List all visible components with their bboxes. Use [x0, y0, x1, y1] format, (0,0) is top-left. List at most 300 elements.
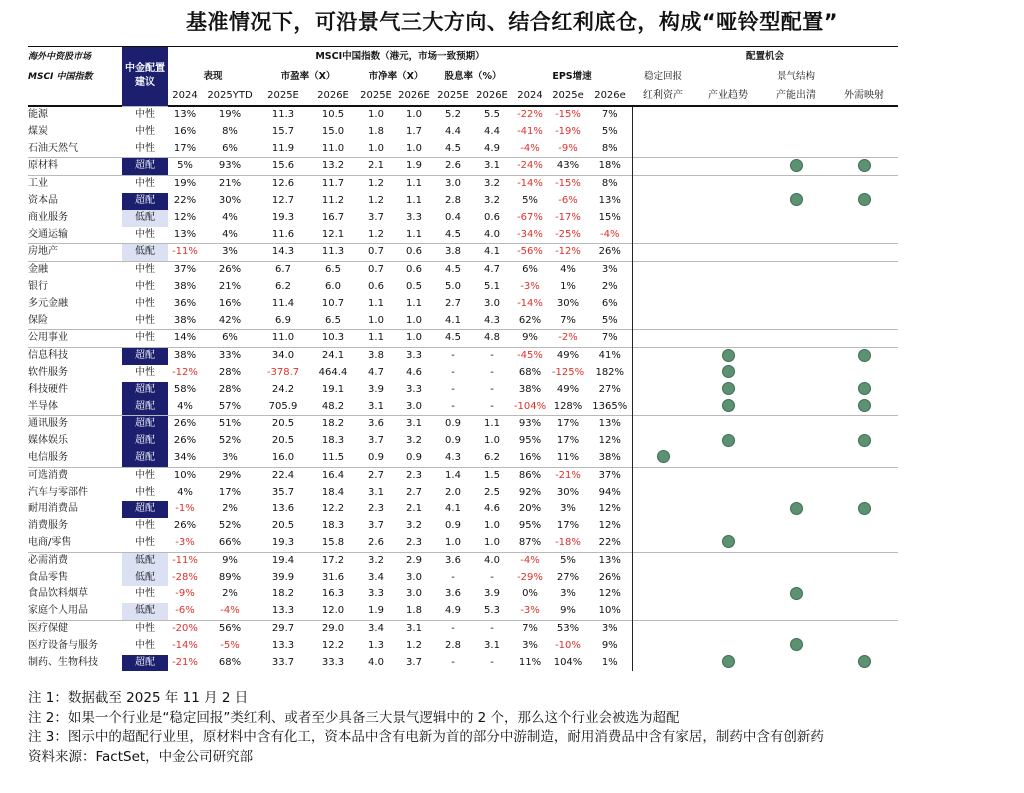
cell-pe26: 10.3 [308, 330, 358, 348]
cell-dy25: 4.5 [445, 142, 461, 154]
cell-eps26: 41% [588, 348, 632, 365]
alloc-cell [694, 210, 762, 227]
allocation-table [28, 46, 898, 671]
cell-dy26: 0.6 [484, 211, 500, 223]
cell-perfytd: 16% [218, 297, 242, 309]
opportunity-dot [722, 434, 735, 447]
cell-eps26: 18% [588, 158, 632, 176]
cell-dy25: 1.0 [445, 536, 461, 548]
alloc-cell [632, 210, 694, 227]
alloc-cell [694, 313, 762, 330]
cell-eps24: -34% [517, 228, 543, 240]
table-row [28, 176, 898, 193]
alloc-cell [762, 106, 830, 124]
cell-dy26: - [472, 348, 512, 365]
cell-eps24: -24% [512, 158, 548, 176]
alloc-cell [694, 382, 762, 399]
alloc-cell [830, 501, 898, 518]
cell-dy25: 3.0 [434, 176, 472, 193]
cell-dy26: 1.1 [472, 416, 512, 433]
cell-pb26: 2.1 [406, 503, 422, 515]
alloc-cell [830, 330, 898, 348]
sector-name: 食品零售 [28, 571, 68, 583]
alloc-cell [762, 330, 830, 348]
alloc-cell [830, 485, 898, 502]
cell-eps25: -15% [548, 106, 588, 124]
alloc-cell [694, 552, 762, 569]
alloc-cell [694, 296, 762, 313]
allocation-view: 中性 [122, 638, 168, 655]
table-row [28, 518, 898, 535]
sector-name: 医疗设备与服务 [28, 639, 98, 651]
table-row [28, 330, 898, 348]
opportunity-dot [722, 349, 735, 362]
cell-dy25: 3.6 [445, 588, 461, 600]
cell-perfytd: 52% [218, 435, 242, 447]
alloc-cell [694, 416, 762, 433]
page-title: 基准情况下，可沿景气三大方向、结合红利底仓，构成“哑铃型配置” [185, 10, 839, 34]
cell-perfytd: 28% [218, 383, 242, 395]
cell-eps25: 1% [560, 280, 576, 292]
cell-eps24: -14% [517, 297, 543, 309]
alloc-cell [632, 433, 694, 450]
alloc-cell [830, 382, 898, 399]
sector-name: 信息科技 [28, 348, 122, 365]
allocation-view: 中性 [122, 279, 168, 296]
alloc-cell [632, 262, 694, 279]
allocation-view: 低配 [122, 210, 168, 227]
opportunity-dot [858, 502, 871, 515]
alloc-cell [632, 570, 694, 587]
sector-name: 媒体娱乐 [28, 435, 68, 447]
cell-pb25: 1.2 [368, 228, 384, 240]
cell-perf2024: -28% [172, 571, 198, 583]
alloc-cell [762, 382, 830, 399]
alloc-cell [694, 620, 762, 637]
cell-eps26: 13% [588, 193, 632, 210]
alloc-cell [694, 227, 762, 244]
cell-pb26: 1.2 [406, 639, 422, 651]
cell-eps25: -15% [548, 176, 588, 193]
allocation-view: 中性 [122, 535, 168, 552]
cell-eps26: 13% [588, 552, 632, 569]
cell-pe25: 34.0 [258, 348, 308, 365]
cell-eps26: 1365% [588, 399, 632, 416]
cell-dy26: - [490, 366, 494, 378]
cell-pe26: 15.8 [321, 536, 345, 548]
cell-eps26: 12% [588, 433, 632, 450]
cell-dy26: 4.0 [484, 228, 500, 240]
allocation-view: 超配 [122, 416, 168, 433]
alloc-cell [694, 518, 762, 535]
table-row [28, 570, 898, 587]
cell-perfytd: 19% [202, 106, 258, 124]
cell-pe26: 19.1 [321, 383, 345, 395]
note-2: 注 2：如果一个行业是“稳定回报”类红利、或者至少具备三大景气逻辑中的 2 个，那么这个行业会被选为超配 [28, 709, 680, 726]
cell-pb26: 1.1 [406, 297, 422, 309]
cell-pe26: 10.5 [308, 106, 358, 124]
alloc-cell [830, 586, 898, 603]
cell-perfytd: 33% [202, 348, 258, 365]
cell-eps24: -4% [520, 142, 540, 154]
sector-name: 银行 [28, 280, 48, 292]
alloc-cell [632, 485, 694, 502]
cell-dy25: - [434, 620, 472, 637]
cell-eps25: -12% [548, 244, 588, 262]
allocation-view: 低配 [122, 603, 168, 620]
alloc-cell [830, 348, 898, 365]
cell-dy25: 1.4 [434, 467, 472, 484]
cell-dy25: 4.5 [445, 228, 461, 240]
cell-eps25: 49% [548, 348, 588, 365]
cell-eps25: 3% [560, 588, 576, 600]
cell-pe25: 11.0 [258, 330, 308, 348]
cell-dy26: 4.3 [484, 314, 500, 326]
cell-dy25: - [434, 348, 472, 365]
cell-dy25: 2.7 [445, 297, 461, 309]
alloc-col-header: 红利资产 [632, 87, 694, 106]
alloc-cell [762, 570, 830, 587]
cell-dy25: - [451, 656, 455, 668]
cell-pe26: 6.5 [325, 314, 341, 326]
cell-dy26: 3.1 [484, 639, 500, 651]
cell-eps24: -22% [512, 106, 548, 124]
cell-pe25: 35.7 [271, 486, 295, 498]
cell-dy26: 1.0 [484, 536, 500, 548]
cell-eps25: 17% [556, 435, 580, 447]
cell-pe25: 14.3 [258, 244, 308, 262]
cell-dy26: 4.7 [472, 262, 512, 279]
alloc-cell [632, 382, 694, 399]
cell-eps25: 9% [560, 605, 576, 617]
cell-eps25: -10% [555, 639, 581, 651]
alloc-cell [762, 296, 830, 313]
year-header: 2026e [588, 87, 632, 106]
cell-perf2024: 5% [168, 158, 202, 176]
alloc-cell [632, 158, 694, 176]
allocation-view: 中性 [122, 586, 168, 603]
cell-dy26: - [490, 383, 494, 395]
alloc-cell [632, 552, 694, 569]
alloc-cell [830, 365, 898, 382]
sector-name: 食品饮料烟草 [28, 588, 88, 600]
sector-name: 保险 [28, 314, 48, 326]
sector-name: 电商/零售 [28, 536, 72, 548]
cell-eps25: 3% [560, 503, 576, 515]
cell-eps25: 30% [556, 486, 580, 498]
cell-eps26: 1% [588, 655, 632, 672]
alloc-cell [762, 262, 830, 279]
table-row [28, 210, 898, 227]
cell-dy25: - [451, 366, 455, 378]
table-row [28, 262, 898, 279]
table-row [28, 106, 898, 124]
cell-pb26: 1.0 [406, 142, 422, 154]
table-row [28, 124, 898, 141]
cell-eps26: 5% [588, 313, 632, 330]
alloc-cell [632, 467, 694, 484]
cell-dy26: 5.1 [484, 280, 500, 292]
cell-dy26: 3.1 [472, 158, 512, 176]
cell-eps26: 3% [588, 262, 632, 279]
alloc-cell [830, 467, 898, 484]
cell-perfytd: 4% [222, 211, 238, 223]
cell-pb25: 3.1 [368, 400, 384, 412]
alloc-cell [632, 313, 694, 330]
alloc-cell [830, 176, 898, 193]
cell-eps24: -29% [517, 571, 543, 583]
alloc-cell [632, 193, 694, 210]
opportunity-dot [722, 365, 735, 378]
cell-pb26: 1.8 [406, 605, 422, 617]
cell-pe26: 11.0 [321, 142, 345, 154]
sector-name: 制药、生物科技 [28, 656, 98, 668]
cell-eps25: -19% [555, 125, 581, 137]
table-row [28, 141, 898, 158]
cell-eps24: 62% [518, 314, 542, 326]
year-header: 2026E [394, 87, 434, 106]
alloc-cell [632, 176, 694, 193]
cell-pb26: 3.2 [406, 435, 422, 447]
cell-pb26: 3.3 [406, 383, 422, 395]
cell-pb25: 1.0 [368, 142, 384, 154]
cell-eps24: 7% [512, 620, 548, 637]
cell-eps24: 68% [518, 366, 542, 378]
cell-pe25: 19.3 [271, 211, 295, 223]
cell-pe25: 11.9 [271, 142, 295, 154]
opportunity-dot [657, 450, 670, 463]
cell-pe25: 39.9 [271, 571, 295, 583]
cell-eps24: 20% [518, 503, 542, 515]
cell-eps24: -104% [513, 400, 547, 412]
alloc-cell [762, 603, 830, 620]
cell-pe25: 18.2 [271, 588, 295, 600]
cell-dy25: 2.8 [445, 639, 461, 651]
alloc-cell [632, 450, 694, 467]
table-body [28, 106, 898, 671]
cell-eps24: -67% [517, 211, 543, 223]
cell-pb26: 4.6 [406, 366, 422, 378]
cell-dy26: - [490, 400, 494, 412]
year-header: 2025e [548, 87, 588, 106]
cell-pb25: 3.7 [368, 435, 384, 447]
cell-pb25: 3.6 [358, 416, 394, 433]
cell-dy26: 2.5 [484, 486, 500, 498]
cell-pb26: 2.3 [406, 536, 422, 548]
cell-eps25: -2% [548, 330, 588, 348]
sector-name: 煤炭 [28, 125, 48, 137]
cell-dy26: 3.2 [472, 176, 512, 193]
cell-eps24: 93% [512, 416, 548, 433]
alloc-cell [632, 348, 694, 365]
cell-perf2024: 26% [173, 520, 197, 532]
alloc-cell [694, 535, 762, 552]
cell-perf2024: -6% [175, 605, 195, 617]
alloc-cell [830, 106, 898, 124]
cell-pe25: 15.7 [271, 125, 295, 137]
alloc-cell [830, 518, 898, 535]
cell-pb26: 0.6 [394, 244, 434, 262]
cell-dy25: - [451, 400, 455, 412]
sector-name: 电信服务 [28, 451, 68, 463]
cell-eps25: -125% [551, 366, 585, 378]
cell-eps26: 22% [588, 535, 632, 552]
cell-perfytd: 8% [222, 125, 238, 137]
alloc-cell [762, 655, 830, 672]
alloc-cell [830, 141, 898, 158]
cell-eps24: 16% [518, 451, 542, 463]
alloc-cell [694, 279, 762, 296]
cell-eps24: -45% [512, 348, 548, 365]
note-1: 注 1：数据截至 2025 年 11 月 2 日 [28, 690, 249, 706]
table-row [28, 296, 898, 313]
allocation-view: 低配 [122, 244, 168, 262]
cell-pe26: 18.3 [321, 435, 345, 447]
cell-dy25: 5.0 [445, 280, 461, 292]
cell-dy25: 2.6 [434, 158, 472, 176]
allocation-view: 中性 [122, 227, 168, 244]
sector-name: 能源 [28, 106, 122, 124]
cell-perfytd: 6% [222, 142, 238, 154]
cell-pb26: 3.3 [394, 348, 434, 365]
alloc-cell [694, 244, 762, 262]
opportunity-dot [790, 159, 803, 172]
cell-perf2024: 37% [168, 262, 202, 279]
cell-eps26: 12% [588, 586, 632, 603]
cell-pb25: 4.0 [368, 656, 384, 668]
cell-pe25: 12.7 [271, 194, 295, 206]
opportunity-dot [858, 382, 871, 395]
alloc-cell [830, 210, 898, 227]
sector-name: 汽车与零部件 [28, 486, 88, 498]
alloc-cell [694, 501, 762, 518]
table-row [28, 638, 898, 655]
cell-pb26: 3.0 [406, 571, 422, 583]
cell-dy25: 4.9 [445, 605, 461, 617]
table-row [28, 433, 898, 450]
alloc-cell [694, 399, 762, 416]
cell-pe26: 17.2 [308, 552, 358, 569]
alloc-cell [632, 227, 694, 244]
cell-pe26: 13.2 [308, 158, 358, 176]
cell-pb26: 0.9 [406, 451, 422, 463]
cell-eps26: 8% [588, 141, 632, 158]
table-row [28, 348, 898, 365]
cell-perf2024: -1% [175, 503, 195, 515]
stable-header: 稳定回报 [644, 71, 683, 82]
alloc-cell [762, 141, 830, 158]
cell-eps24: 92% [518, 486, 542, 498]
cell-perf2024: 4% [177, 400, 193, 412]
opportunity-dot [722, 399, 735, 412]
cell-dy25: 0.4 [445, 211, 461, 223]
cell-eps25: 17% [556, 520, 580, 532]
cell-perfytd: 2% [222, 503, 238, 515]
table-row [28, 535, 898, 552]
cell-eps24: 6% [512, 262, 548, 279]
sector-name: 科技硬件 [28, 383, 68, 395]
cell-pe26: 6.5 [308, 262, 358, 279]
alloc-cell [632, 586, 694, 603]
cell-eps26: 7% [588, 330, 632, 348]
cell-pb25: 3.1 [368, 486, 384, 498]
cell-pb26: 1.1 [406, 194, 422, 206]
alloc-col-header: 产业趋势 [694, 87, 762, 106]
cell-eps24: -56% [512, 244, 548, 262]
cell-eps25: 4% [548, 262, 588, 279]
cell-pe26: 15.0 [321, 125, 345, 137]
cell-eps26: 38% [588, 450, 632, 467]
cell-eps25: 7% [560, 314, 576, 326]
cell-perf2024: -11% [168, 552, 202, 569]
cell-eps26: 26% [588, 570, 632, 587]
table-row [28, 416, 898, 433]
cell-pe25: 20.5 [271, 520, 295, 532]
cell-pb25: 1.8 [368, 125, 384, 137]
sector-name: 房地产 [28, 244, 122, 262]
cell-perfytd: 52% [218, 520, 242, 532]
alloc-cell [694, 638, 762, 655]
table-row [28, 279, 898, 296]
alloc-cell [830, 124, 898, 141]
alloc-cell [762, 348, 830, 365]
cell-pe26: 11.5 [321, 451, 345, 463]
cell-perf2024: 17% [173, 142, 197, 154]
cell-dy26: 3.9 [484, 588, 500, 600]
table-row [28, 501, 898, 518]
cell-pe26: 12.1 [321, 228, 345, 240]
cell-dy25: 5.2 [434, 106, 472, 124]
alloc-cell [694, 176, 762, 193]
cell-pb26: 2.3 [394, 467, 434, 484]
opportunity-dot [858, 349, 871, 362]
cell-pe26: 10.7 [321, 297, 345, 309]
alloc-cell [830, 158, 898, 176]
alloc-cell [762, 158, 830, 176]
table-row [28, 244, 898, 262]
cell-pb26: 2.9 [394, 552, 434, 569]
cell-dy26: 5.3 [484, 605, 500, 617]
cell-pb26: 1.0 [394, 330, 434, 348]
cell-pe25: 16.0 [271, 451, 295, 463]
alloc-cell [830, 570, 898, 587]
msci-group-header: MSCI中国指数（港元，市场一致预期） [168, 47, 632, 68]
cell-perfytd: 21% [202, 176, 258, 193]
alloc-cell [632, 106, 694, 124]
cell-dy26: 1.0 [484, 435, 500, 447]
cell-perf2024: -3% [175, 536, 195, 548]
year-header: 2025E [258, 87, 308, 106]
cell-eps26: 8% [588, 176, 632, 193]
cell-pe26: 33.3 [321, 656, 345, 668]
cell-eps26: 15% [588, 210, 632, 227]
cell-pb26: 3.3 [406, 211, 422, 223]
cell-pe26: 11.7 [308, 176, 358, 193]
cell-eps26: 13% [588, 416, 632, 433]
cell-pe26: 16.4 [308, 467, 358, 484]
sector-name: 金融 [28, 262, 122, 279]
cell-perf2024: -21% [172, 656, 198, 668]
alloc-cell [694, 655, 762, 672]
cell-pe26: 31.6 [321, 571, 345, 583]
alloc-col-header: 产能出清 [762, 87, 830, 106]
alloc-cell [762, 467, 830, 484]
cell-pb25: 0.7 [358, 244, 394, 262]
alloc-cell [762, 586, 830, 603]
view-column-header: 中金配置建议 [122, 47, 168, 107]
alloc-cell [694, 586, 762, 603]
cell-eps25: 30% [556, 297, 580, 309]
